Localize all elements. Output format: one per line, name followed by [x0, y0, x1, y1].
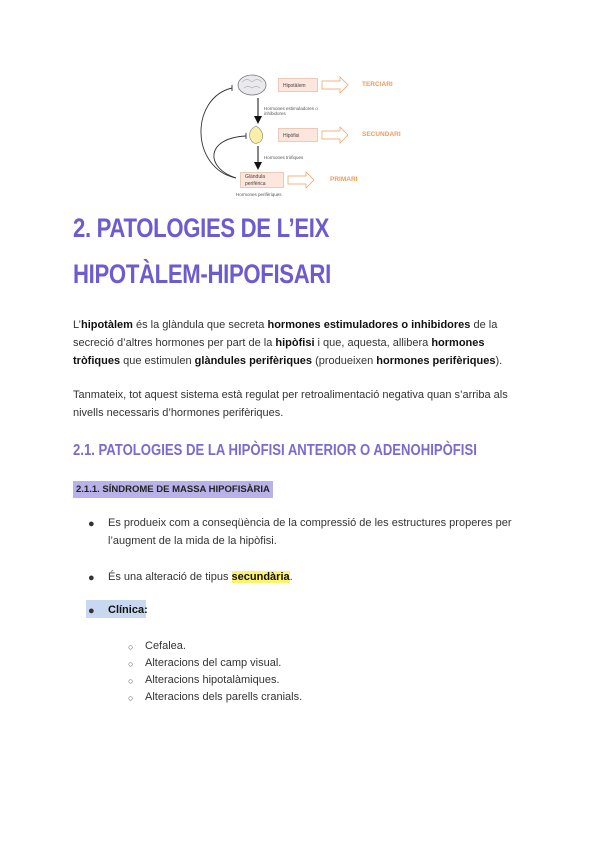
tertiary-label: TERCIARI [362, 81, 393, 88]
intro-paragraph: L’hipotàlem és la glàndula que secreta hormones estimuladores o inhibidores de la secreció d’altres hormones per part de la hipòfisi i que, aquesta, allibera hormones tròfiques que estimulen glàndules perifèriques (produeixen hormones perifèriques). [73, 319, 503, 367]
brain-icon [238, 75, 266, 95]
hypothalamus-box: Hipotàlem [278, 78, 318, 92]
hypophysis-box: Hipòfisi [278, 128, 318, 142]
pituitary-icon [250, 126, 263, 143]
bullet-marker: ● [88, 518, 95, 530]
section-title-line2: HIPOTÀLEM-HIPOFISARI [73, 259, 331, 289]
clinical-item: Alteracions del camp visual. [145, 657, 282, 669]
arrow-label-trophic-hormones: Hormones tròfiques [264, 155, 304, 160]
bullet-marker: ● [88, 572, 95, 584]
feedback-paragraph: Tanmateix, tot aquest sistema està regulat per retroalimentació negativa quan s’arriba als nivells necessaris d’hormones perifèriques. [73, 389, 508, 419]
clinical-item: Alteracions dels parells cranials. [145, 691, 303, 703]
bullet-marker: ● [88, 605, 95, 617]
circle-marker: ○ [128, 676, 134, 686]
arrow-label-stimulating-hormones: Hormones estimuladores o inhibidores [264, 106, 318, 116]
arrow-label-peripheral-hormones: Hormones perifèriques [236, 192, 282, 197]
peripheral-gland-box: Glàndula perifèrica [240, 172, 284, 188]
highlight-secondary: secundària [231, 571, 290, 583]
circle-marker: ○ [128, 693, 134, 703]
bullet-clinical: Clínica: [108, 604, 148, 616]
circle-marker: ○ [128, 659, 134, 669]
bullet-secondary-type: És una alteració de tipus secundària. [108, 571, 293, 583]
subsubsection-title: 2.1.1. SÍNDROME DE MASSA HIPOFISÀRIA [73, 481, 273, 498]
subsection-title: 2.1. PATOLOGIES DE LA HIPÒFISI ANTERIOR O ADENOHIPÒFISI [73, 442, 477, 459]
primary-label: PRIMARI [330, 176, 358, 183]
clinical-item: Alteracions hipotalàmiques. [145, 674, 280, 686]
circle-marker: ○ [128, 642, 134, 652]
section-title-line1: 2. PATOLOGIES DE L’EIX [73, 213, 330, 243]
hypothalamic-pituitary-axis-diagram [190, 68, 430, 200]
clinical-item: Cefalea. [145, 640, 186, 652]
bullet-compression: Es produeix com a conseqüència de la compressió de les estructures properes per l’augment de la mida de la hipòfisi. [108, 517, 512, 547]
secondary-label: SECUNDARI [362, 131, 401, 138]
